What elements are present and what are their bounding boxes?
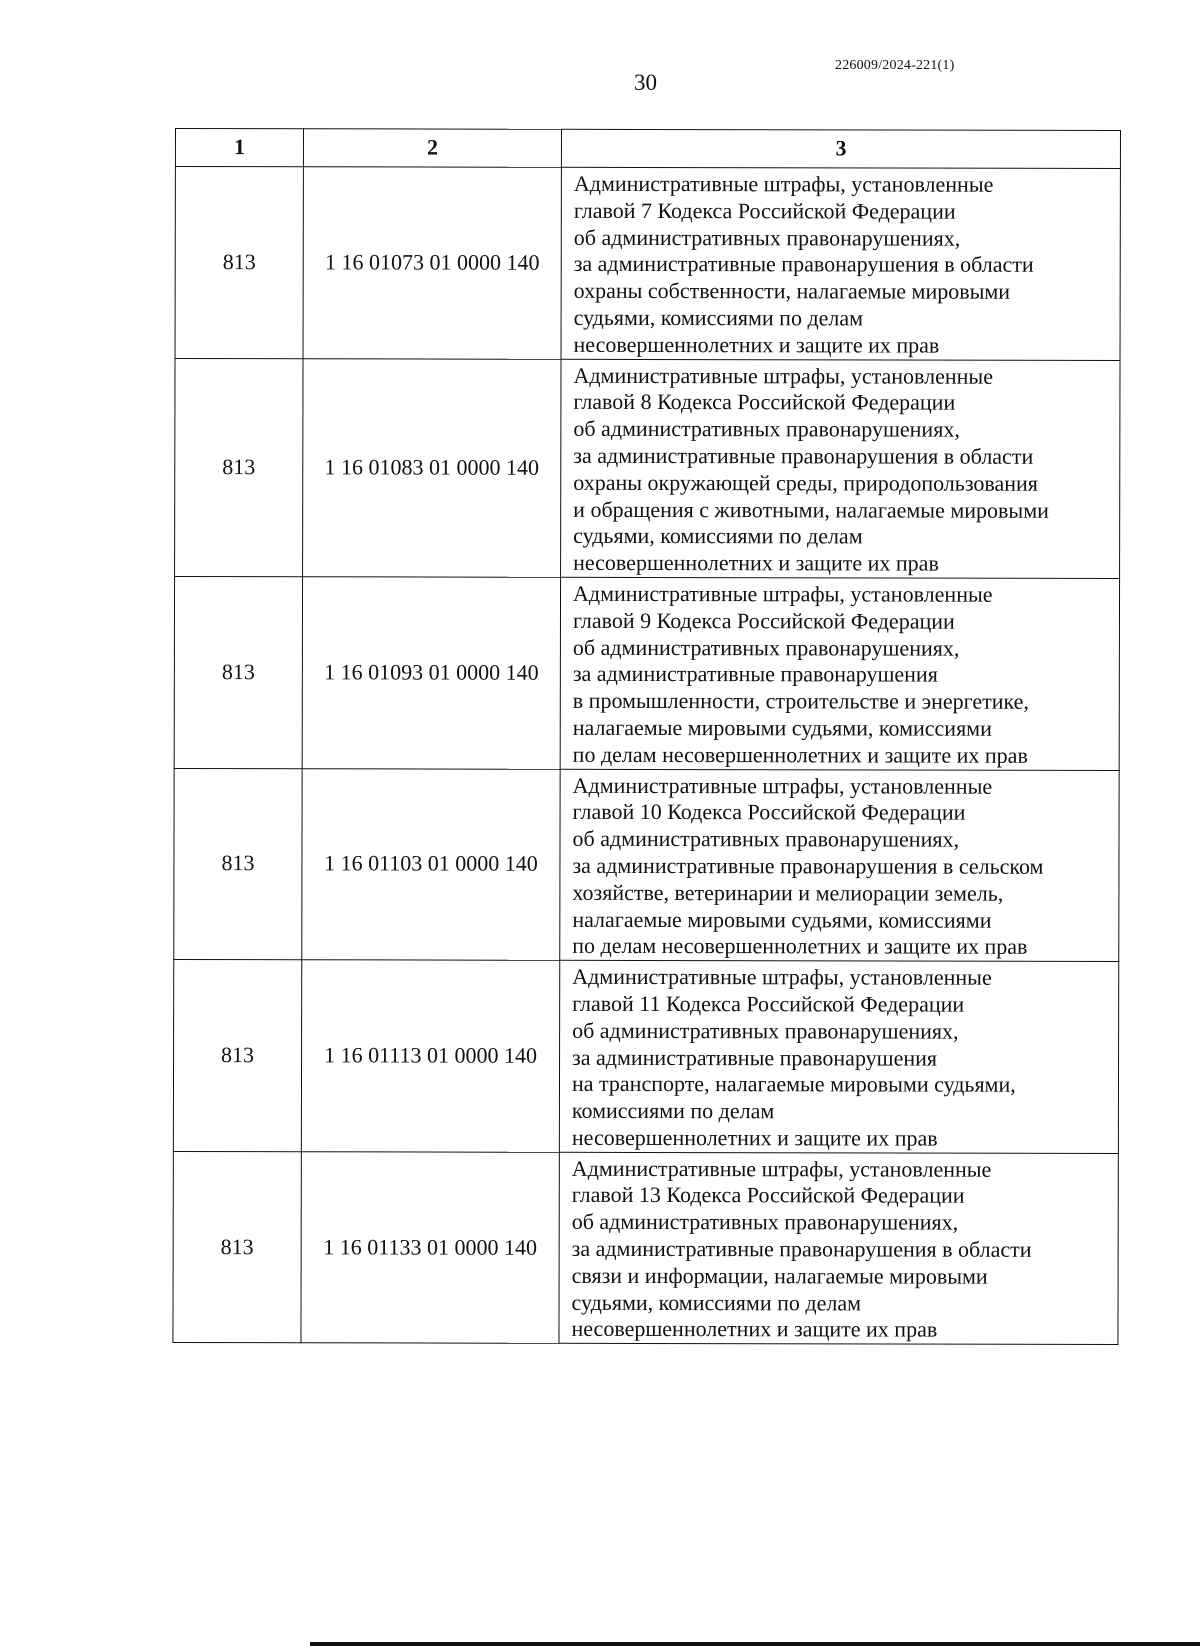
table-row (175, 167, 1120, 361)
admin-code-cell: 813 (175, 167, 303, 359)
description-line: налагаемые мировыми судьями, комиссиями (572, 906, 992, 933)
budget-classification-code-cell: 1 16 01113 01 0000 140 (301, 960, 559, 1152)
description-line: комиссиями по делам (571, 1097, 775, 1124)
budget-classification-code-cell: 1 16 01103 01 0000 140 (302, 768, 560, 960)
description-line: в промышленности, строительстве и энергетике, (572, 687, 1029, 714)
description-line: судьями, комиссиями по делам (571, 1289, 862, 1316)
description-line: по делам несовершеннолетних и защите их прав (572, 741, 1028, 768)
scan-edge-line (310, 1642, 1200, 1646)
description-line: за административные правонарушения (572, 1044, 938, 1071)
table-row (173, 960, 1118, 1154)
budget-classification-code-cell: 1 16 01083 01 0000 140 (303, 358, 561, 577)
description-line: Административные штрафы, установленные (573, 170, 994, 197)
income-description-cell (561, 167, 1120, 360)
description-line: главой 8 Кодекса Российской Федерации (573, 389, 956, 416)
description-line: на транспорте, налагаемые мировыми судьями, (571, 1071, 1016, 1098)
description-line: об административных правонарушениях, (572, 1017, 959, 1044)
description-line: главой 11 Кодекса Российской Федерации (572, 990, 965, 1017)
income-description-cell (560, 577, 1119, 770)
table-body (173, 167, 1120, 1345)
description-line: главой 10 Кодекса Российской Федерации (572, 799, 966, 825)
page-number: 30 (634, 70, 657, 95)
admin-code-cell: 813 (175, 358, 303, 577)
description-line: судьями, комиссиями по делам (573, 523, 863, 549)
budget-classification-code-cell: 1 16 01093 01 0000 140 (302, 577, 560, 769)
table-header-row (175, 129, 1120, 169)
description-line: хозяйстве, ветеринарии и мелиорации земель, (572, 879, 1004, 906)
description-line: за административные правонарушения в сельском (572, 852, 1044, 879)
description-line: об административных правонарушениях, (572, 634, 960, 661)
description-line: главой 9 Кодекса Российской Федерации (572, 607, 955, 634)
description-line: Административные штрафы, установленные (573, 362, 994, 389)
description-line: и обращения с животными, налагаемые мировыми (573, 496, 1049, 523)
document-registration-number: 226009/2024-221(1) (835, 58, 955, 73)
description-line: налагаемые мировыми судьями, комиссиями (572, 714, 992, 741)
budget-classification-code-cell: 1 16 01073 01 0000 140 (303, 167, 561, 359)
description-line: за административные правонарушения в области (573, 442, 1034, 469)
description-line: связи и информации, налагаемые мировыми (571, 1262, 988, 1289)
table-row (174, 576, 1119, 770)
description-line: несовершеннолетних и защите их прав (573, 549, 939, 576)
description-line: несовершеннолетних и защите их прав (571, 1124, 938, 1151)
description-line: Административные штрафы, установленные (571, 1155, 992, 1182)
budget-classification-code-cell: 1 16 01133 01 0000 140 (301, 1151, 559, 1343)
description-line: по делам несовершеннолетних и защите их прав (572, 933, 1028, 960)
income-description-cell (559, 960, 1118, 1153)
admin-code-cell: 813 (173, 960, 301, 1152)
description-line: главой 7 Кодекса Российской Федерации (573, 197, 956, 224)
description-line: за административные правонарушения в области (571, 1235, 1032, 1262)
description-line: несовершеннолетних и защите их прав (571, 1316, 938, 1343)
description-line: об административных правонарушениях, (571, 1209, 959, 1235)
table-row (174, 768, 1119, 962)
description-line: судьями, комиссиями по делам (573, 304, 864, 331)
budget-codes-table (172, 128, 1121, 1345)
description-line: Административные штрафы, установленные (572, 772, 993, 799)
column-header-3: 3 (561, 129, 1120, 168)
description-line: Административные штрафы, установленные (573, 580, 993, 607)
column-header-2: 2 (303, 129, 561, 168)
income-description-cell (561, 359, 1120, 579)
description-line: охраны собственности, налагаемые мировыми (573, 278, 1011, 304)
income-description-cell (560, 769, 1119, 962)
admin-code-cell: 813 (174, 768, 302, 960)
income-description-cell (559, 1152, 1118, 1345)
column-header-1: 1 (175, 129, 303, 167)
description-line: охраны окружающей среды, природопользования (573, 469, 1038, 496)
description-line: главой 13 Кодекса Российской Федерации (571, 1182, 965, 1209)
admin-code-cell: 813 (173, 1151, 301, 1343)
table-row (175, 358, 1120, 578)
admin-code-cell: 813 (174, 576, 302, 768)
description-line: за административные правонарушения (572, 661, 938, 687)
description-line: об административных правонарушениях, (573, 416, 960, 442)
description-line: несовершеннолетних и защите их прав (573, 331, 940, 358)
description-line: об административных правонарушениях, (573, 224, 961, 251)
description-line: об административных правонарушениях, (572, 825, 960, 852)
table-row (173, 1151, 1118, 1345)
description-line: Административные штрафы, установленные (572, 963, 992, 990)
description-line: за административные правонарушения в области (573, 251, 1034, 278)
